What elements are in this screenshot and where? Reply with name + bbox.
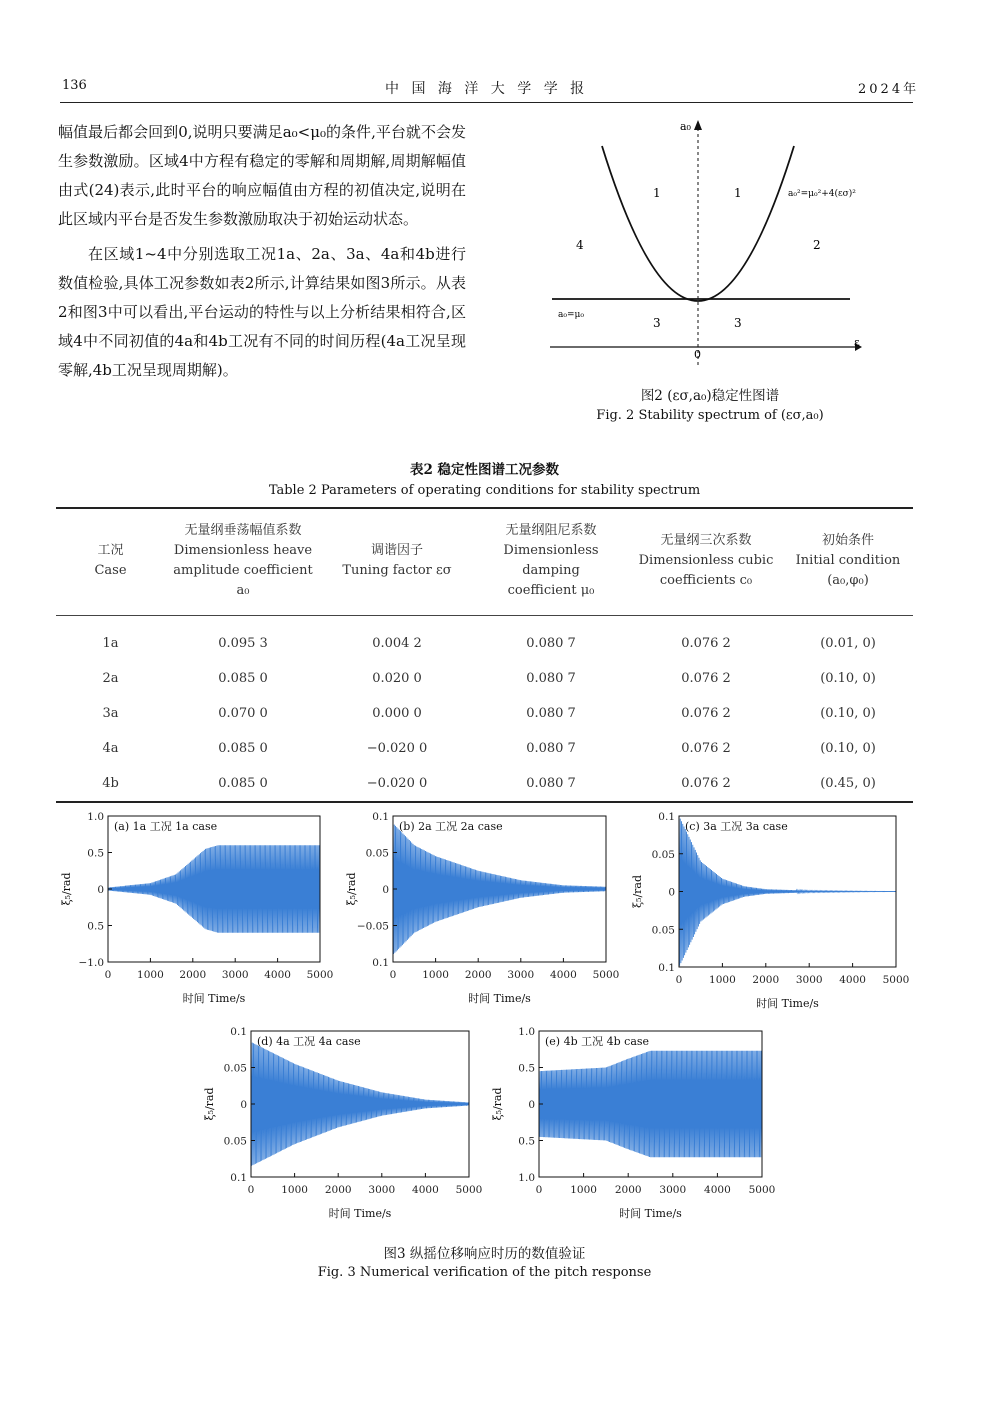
- fig2-y-label: a₀: [680, 120, 691, 133]
- y-tick-label: 0: [97, 884, 104, 896]
- cell: 2a: [102, 671, 119, 686]
- series-line: [679, 816, 896, 966]
- series-line: [393, 823, 606, 954]
- figure-3-caption-cn: 图3 纵摇位移响应时历的数值验证: [383, 1246, 586, 1262]
- y-tick-label: 0.1: [658, 962, 675, 974]
- col-header-cubic: 无量纲三次系数 Dimensionless cubic coefficients c₀: [629, 508, 783, 616]
- x-tick-label: 4000: [704, 1184, 731, 1196]
- figure-2-caption-cn: 图2 (εσ,a₀)稳定性图谱: [640, 388, 780, 404]
- y-tick-label: 0: [382, 884, 389, 896]
- subplot-title: (a) 1a 工况 1a case: [114, 820, 218, 833]
- x-axis-label: 时间 Time/s: [756, 997, 819, 1010]
- x-tick-label: 5000: [748, 1184, 776, 1196]
- cell: (0.10, 0): [820, 741, 876, 756]
- x-tick-label: 4000: [550, 969, 577, 981]
- paragraph-1: 幅值最后都会回到0,说明只要满足a₀<μ₀的条件,平台就不会发生参数激励。区域4中方程有稳定的零解和周期解,周期解幅值由式(24)表示,此时平台的响应幅值由方程的初值决定,说明在此区域内平台是否发生参数激励取决于初始运动状态。: [58, 123, 466, 228]
- figure-3-subplot-b: [345, 811, 620, 1012]
- series-line: [539, 1051, 762, 1158]
- y-axis-label: ξ₅/rad: [345, 872, 358, 906]
- subplot-title: (e) 4b 工况 4b case: [545, 1035, 650, 1048]
- cell: 0.080 7: [526, 671, 576, 686]
- x-tick-label: 5000: [455, 1184, 483, 1196]
- x-tick-label: 2000: [752, 974, 780, 986]
- y-tick-label: 0.1: [230, 1172, 247, 1184]
- figure-3-subplot-e: [491, 1026, 776, 1227]
- y-tick-label: 0.1: [230, 1026, 247, 1038]
- x-tick-label: 2000: [464, 969, 492, 981]
- cell: 4b: [56, 766, 165, 802]
- x-tick-label: 3000: [659, 1184, 687, 1196]
- series-line: [108, 845, 320, 933]
- table-row: [56, 626, 913, 661]
- figure-2-caption-en: Fig. 2 Stability spectrum of (εσ,a₀): [596, 408, 824, 423]
- fig2-region-1-left: 1: [653, 186, 661, 200]
- x-tick-label: 0: [247, 1184, 255, 1196]
- x-tick-label: 4000: [412, 1184, 439, 1196]
- cell: (0.01, 0): [820, 636, 876, 651]
- x-tick-label: 0: [104, 969, 112, 981]
- y-axis-label: ξ₅/rad: [60, 872, 73, 906]
- cell: 0.020 0: [372, 671, 422, 686]
- table-row: [56, 661, 913, 696]
- x-tick-label: 3000: [507, 969, 535, 981]
- x-tick-label: 3000: [368, 1184, 396, 1196]
- cell: 0.000 0: [372, 706, 422, 721]
- y-tick-label: 1.0: [518, 1026, 535, 1038]
- table-2-title-cn: 表2 稳定性图谱工况参数: [409, 462, 560, 478]
- cell: 4a: [102, 741, 119, 756]
- x-axis-label: 时间 Time/s: [182, 992, 246, 1005]
- cell: 0.080 7: [526, 741, 576, 756]
- x-tick-label: 2000: [179, 969, 207, 981]
- paragraph-2: 在区域1~4中分别选取工况1a、2a、3a、4a和4b进行数值检验,具体工况参数如表2所示,计算结果如图3所示。从表2和图3中可以看出,平台运动的特性与以上分析结果相符合,区域4中不同初值的4a和4b工况有不同的时间历程(4a工况呈现零解,4b工况呈现周期解)。: [58, 245, 466, 379]
- y-tick-label: 0: [668, 886, 675, 899]
- y-tick-label: −1.0: [78, 957, 104, 969]
- y-tick-label: 0.05: [651, 924, 675, 937]
- subplot-title: (d) 4a 工况 4a case: [257, 1035, 361, 1048]
- fig2-origin-label: 0: [694, 348, 701, 361]
- x-tick-label: 0: [389, 969, 397, 981]
- subplot-title: (c) 3a 工况 3a case: [685, 820, 788, 833]
- x-tick-label: 4000: [839, 974, 866, 986]
- cell: 0.070 0: [218, 706, 268, 721]
- x-tick-label: 0: [675, 974, 683, 986]
- x-axis-label: 时间 Time/s: [468, 992, 531, 1005]
- x-tick-label: 1000: [709, 974, 736, 986]
- cell: 0.076 2: [681, 706, 731, 721]
- x-tick-label: 1000: [570, 1184, 597, 1196]
- cell: 0.076 2: [629, 766, 783, 802]
- x-tick-label: 3000: [795, 974, 823, 986]
- table-2-title-en: Table 2 Parameters of operating conditions for stability spectrum: [268, 483, 701, 498]
- body-text: [58, 118, 466, 385]
- cell: 3a: [102, 706, 119, 721]
- y-axis-label: ξ₅/rad: [491, 1087, 504, 1121]
- cell: 0.004 2: [372, 636, 422, 651]
- y-tick-label: 0: [528, 1099, 535, 1111]
- cell: −0.020 0: [366, 741, 428, 756]
- table-row: [56, 731, 913, 766]
- y-tick-label: 0.05: [223, 1135, 247, 1148]
- y-axis-label: ξ₅/rad: [631, 874, 644, 909]
- journal-name: 中 国 海 洋 大 学 学 报: [385, 81, 589, 97]
- x-tick-label: 2000: [324, 1184, 352, 1196]
- cell: 0.085 0: [218, 671, 268, 686]
- figure-3-subplot-a: [60, 811, 334, 1012]
- y-tick-label: 0.1: [658, 811, 675, 823]
- fig2-region-3-right: 3: [734, 316, 742, 330]
- figure-2-stability-spectrum: [540, 110, 880, 380]
- y-tick-label: 0.5: [87, 847, 104, 860]
- fig2-parabola: [602, 146, 794, 301]
- cell: (0.45, 0): [783, 766, 913, 802]
- y-tick-label: 0.05: [651, 848, 675, 861]
- subplot-title: (b) 2a 工况 2a case: [399, 820, 503, 833]
- cell: 0.080 7: [473, 766, 629, 802]
- figure-3-caption-en: Fig. 3 Numerical verification of the pitch response: [317, 1265, 652, 1280]
- figure-3-subplot-d: [203, 1026, 483, 1227]
- cell: (0.10, 0): [820, 671, 876, 686]
- col-header-damping: 无量纲阻尼系数 Dimensionless damping coefficient μ₀: [473, 508, 629, 616]
- year: 2024年: [858, 82, 920, 97]
- y-axis-label: ξ₅/rad: [203, 1087, 216, 1121]
- x-tick-label: 1000: [281, 1184, 308, 1196]
- x-tick-label: 5000: [882, 974, 910, 986]
- fig2-curve-label: a₀²=μ₀²+4(εσ)²: [788, 189, 856, 199]
- cell: 0.076 2: [681, 636, 731, 651]
- cell: 0.085 0: [165, 766, 321, 802]
- cell: 0.080 7: [526, 706, 576, 721]
- y-tick-label: 0.5: [87, 920, 104, 933]
- x-tick-label: 2000: [614, 1184, 642, 1196]
- fig2-region-3-left: 3: [653, 316, 661, 330]
- x-tick-label: 3000: [221, 969, 249, 981]
- fig2-line-label: a₀=μ₀: [558, 310, 584, 320]
- x-axis-label: 时间 Time/s: [619, 1207, 682, 1220]
- fig2-x-label: ε: [854, 336, 860, 349]
- col-header-case: 工况 Case: [56, 508, 165, 616]
- y-tick-label: 1.0: [87, 811, 104, 823]
- header-rule: [60, 102, 913, 103]
- series-line: [251, 1042, 469, 1166]
- table-row: [56, 766, 913, 802]
- x-tick-label: 1000: [137, 969, 164, 981]
- x-tick-label: 0: [535, 1184, 543, 1196]
- fig2-region-2: 2: [813, 238, 821, 252]
- x-tick-label: 4000: [264, 969, 291, 981]
- fig2-region-4: 4: [576, 238, 584, 252]
- x-tick-label: 1000: [422, 969, 449, 981]
- cell: 0.076 2: [681, 671, 731, 686]
- fig2-region-1-right: 1: [734, 186, 742, 200]
- x-tick-label: 5000: [306, 969, 334, 981]
- y-tick-label: 0.05: [365, 847, 389, 860]
- cell: 0.080 7: [526, 636, 576, 651]
- col-header-heave: 无量纲垂荡幅值系数 Dimensionless heave amplitude coefficient a₀: [165, 508, 321, 616]
- y-tick-label: 0.5: [518, 1062, 535, 1075]
- figure-3-subplot-c: [631, 811, 910, 1017]
- cell: 0.076 2: [681, 741, 731, 756]
- cell: 0.085 0: [218, 741, 268, 756]
- y-tick-label: 0.1: [372, 811, 389, 823]
- col-header-initial: 初始条件 Initial condition (a₀,φ₀): [783, 508, 913, 616]
- y-tick-label: 0.5: [518, 1135, 535, 1148]
- cell: 1a: [102, 636, 119, 651]
- table-2: [56, 507, 913, 803]
- y-tick-label: −0.05: [356, 920, 389, 933]
- y-tick-label: 0: [240, 1099, 247, 1111]
- page-number: 136: [62, 78, 87, 93]
- y-tick-label: 0.1: [372, 957, 389, 969]
- y-tick-label: 0.05: [223, 1062, 247, 1075]
- x-axis-label: 时间 Time/s: [328, 1207, 392, 1220]
- table-row: [56, 696, 913, 731]
- cell: 0.095 3: [218, 636, 268, 651]
- x-tick-label: 5000: [592, 969, 620, 981]
- y-tick-label: 1.0: [518, 1172, 535, 1184]
- cell: −0.020 0: [321, 766, 473, 802]
- col-header-tuning: 调谐因子 Tuning factor εσ: [321, 508, 473, 616]
- table-header-row: [56, 508, 913, 616]
- cell: (0.10, 0): [820, 706, 876, 721]
